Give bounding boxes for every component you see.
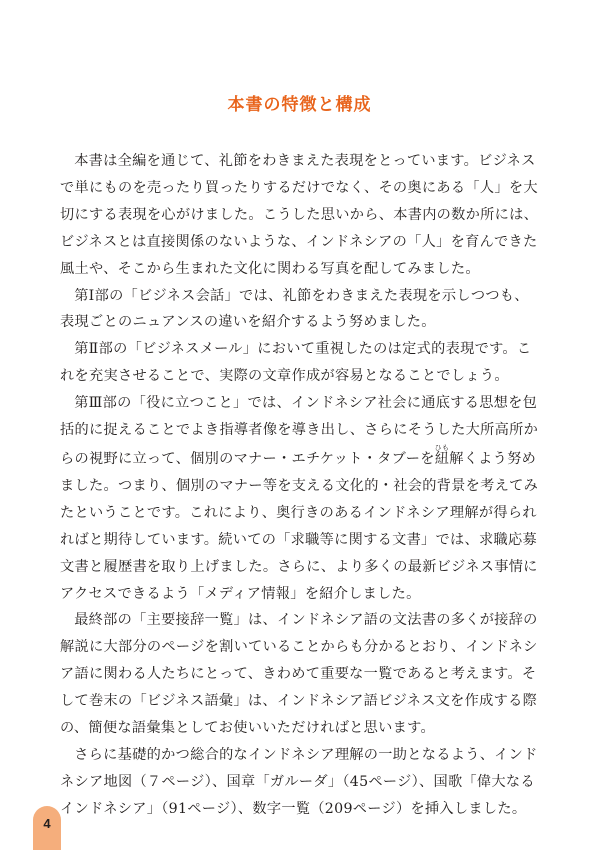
text-line: 第Ⅰ部の「ビジネス会話」では、礼節をわきまえた表現を示しつつも、 <box>74 287 529 304</box>
text-line: 文書と履歴書を取り上げました。さらに、より多くの最新ビジネス事情に <box>60 558 538 575</box>
paragraph <box>60 148 546 283</box>
ruby-annotation: 紐ひも <box>434 443 450 467</box>
text-line: たということです。これにより、奥行きのあるインドネシア理解が得られ <box>60 504 537 521</box>
text-line: ア語に関わる人たちにとって、きわめて重要な一覧であると考えます。そ <box>60 666 537 683</box>
page-number-tab <box>33 806 61 850</box>
text-line: 第Ⅱ部の「ビジネスメール」において重視したのは定式的表現です。こ <box>74 341 532 358</box>
text-line: さらに基礎的かつ総合的なインドネシア理解の一助となるよう、インド <box>74 746 538 763</box>
text-line: れを充実させることで、実際の文章作成が容易となることでしょう。 <box>60 368 509 385</box>
text-line: 風土や、そこから生まれた文化に関わる写真を配してみました。 <box>60 260 480 277</box>
text-line: 第Ⅲ部の「役に立つこと」では、インドネシア社会に通底する思想を包 <box>74 395 538 412</box>
ruby-reading: ひも <box>434 443 450 452</box>
text-line: 切にする表現を心がけました。こうした思いから、本書内の数か所には、 <box>60 206 539 223</box>
text-line: ビジネスとは直接関係のないような、インドネシアの「人」を育んできた <box>60 233 538 250</box>
paragraph <box>60 742 546 823</box>
body-text <box>60 148 546 823</box>
text-line: 括的に捉えることでよき指導者像を導き出し、さらにそうした大所高所か <box>60 422 539 439</box>
text-line: で単にものを売ったり買ったりするだけでなく、その奥にある「人」を大 <box>60 179 538 196</box>
text-line: 表現ごとのニュアンスの違いを紹介するよう努めました。 <box>60 314 436 331</box>
paragraph <box>60 390 546 607</box>
page-title: 本書の特徴と構成 <box>227 95 372 115</box>
text-line: インドネシア」（91ページ）、数字一覧（209ページ）を挿入しました。 <box>60 800 527 817</box>
text-line: ました。つまり、個別のマナー等を支える文化的・社会的背景を考えてみ <box>60 477 539 494</box>
text-line: の、簡便な語彙集としてお使いいただければと思います。 <box>60 720 435 737</box>
paragraph <box>60 607 546 742</box>
text-line: ればと期待しています。続いての「求職等に関する文書」では、求職応募 <box>60 531 537 548</box>
text-line: らの視野に立って、個別のマナー・エチケット・タブーを紐ひも解くよう努め <box>60 443 537 467</box>
page-number: 4 <box>43 816 51 831</box>
text-line: して巻末の「ビジネス語彙」は、インドネシア語ビジネス文を作成する際 <box>60 693 538 710</box>
text-line: 解説に大部分のページを割いていることからも分かるとおり、インドネシ <box>60 639 538 656</box>
text-line: 最終部の「主要接辞一覧」は、インドネシア語の文法書の多くが接辞の <box>74 612 538 629</box>
paragraph <box>60 283 546 337</box>
text-line: ネシア地図（７ページ）、国章「ガルーダ」（45ページ）、国歌「偉大なる <box>60 773 535 790</box>
text-line: アクセスできるよう「メディア情報」を紹介しました。 <box>60 585 421 602</box>
paragraph <box>60 336 546 390</box>
text-line: 本書は全編を通じて、礼節をわきまえた表現をとっています。ビジネス <box>74 153 536 169</box>
